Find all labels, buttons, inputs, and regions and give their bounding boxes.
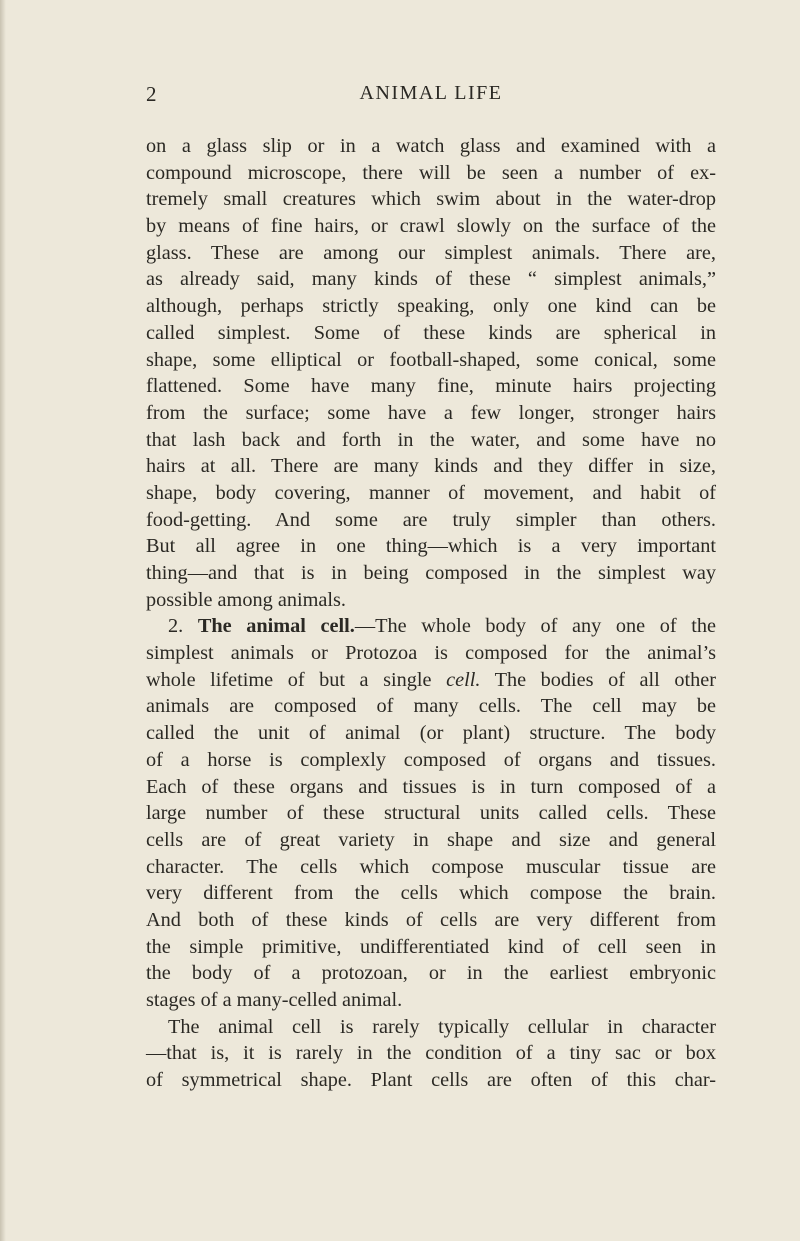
text-span: whole lifetime of but a single [146,668,447,691]
text-line: the simple primitive, undifferentiated kind of cell seen in [146,935,716,958]
text-span: The bodies of all other [480,668,716,691]
text-line: although, perhaps strictly speaking, only one kind can be [146,295,716,318]
text-line: Each of these organs and tissues is in turn composed of a [146,775,716,798]
body-text [146,133,716,1094]
italic-term: cell. [446,668,481,691]
text-line: as already said, many kinds of these “ simplest animals,” [146,268,716,291]
text-line: animals are composed of many cells. The cell may be [146,695,716,718]
text-line: by means of fine hairs, or crawl slowly on the surface of the [146,215,716,238]
text-line: cells are of great variety in shape and size and general [146,828,716,851]
text-line: And both of these kinds of cells are very different from [146,908,716,931]
text-line: simplest animals or Protozoa is composed for the animal’s [146,642,716,665]
text-line: flattened. Some have many fine, minute hairs projecting [146,375,716,398]
section-heading: The animal cell. [197,615,355,638]
running-title: ANIMAL LIFE [359,82,503,104]
text-line: from the surface; some have a few longer, stronger hairs [146,401,716,424]
text-line-with-italic [146,667,716,694]
text-line: possible among animals. [146,588,346,611]
text-line: hairs at all. There are many kinds and they differ in size, [146,455,716,478]
page-number: 2 [146,82,157,106]
text-line: stages of a many-celled animal. [146,989,403,1011]
text-line: of a horse is complexly composed of organs and tissues. [146,748,716,771]
text-line: large number of these structural units called cells. These [146,802,716,825]
text-line: thing—and that is in being composed in the simplest way [146,562,716,584]
text-line: food-getting. And some are truly simpler than others. [146,508,716,531]
text-line: of symmetrical shape. Plant cells are often of this char- [146,1069,716,1092]
running-header [146,82,716,112]
text-line: called the unit of animal (or plant) structure. The body [146,722,716,745]
text-line: shape, body covering, manner of movement, and habit of [146,481,716,504]
text-line: tremely small creatures which swim about in the water-drop [146,188,716,211]
section-number: 2. [168,615,184,638]
text-line: called simplest. Some of these kinds are spherical in [146,321,716,344]
text-line: —that is, it is rarely in the condition of a tiny sac or box [146,1042,716,1065]
text-line: the body of a protozoan, or in the earliest embryonic [146,962,716,985]
section-first-line-rest: —The whole body of any one of the [354,615,716,638]
text-line: on a glass slip or in a watch glass and examined with a [146,135,716,157]
section-heading-line [146,613,716,640]
text-line: shape, some elliptical or football-shaped, some conical, some [146,348,716,371]
text-line: The animal cell is rarely typically cellular in character [168,1015,716,1038]
text-line: compound microscope, there will be seen a number of ex- [146,161,716,184]
text-line: character. The cells which compose muscular tissue are [146,855,716,878]
text-line: that lash back and forth in the water, and some have no [146,428,716,451]
text-line: But all agree in one thing—which is a very important [146,535,716,558]
text-line: glass. These are among our simplest animals. There are, [146,241,716,264]
text-line: very different from the cells which compose the brain. [146,882,716,905]
page-edge [0,0,6,1241]
